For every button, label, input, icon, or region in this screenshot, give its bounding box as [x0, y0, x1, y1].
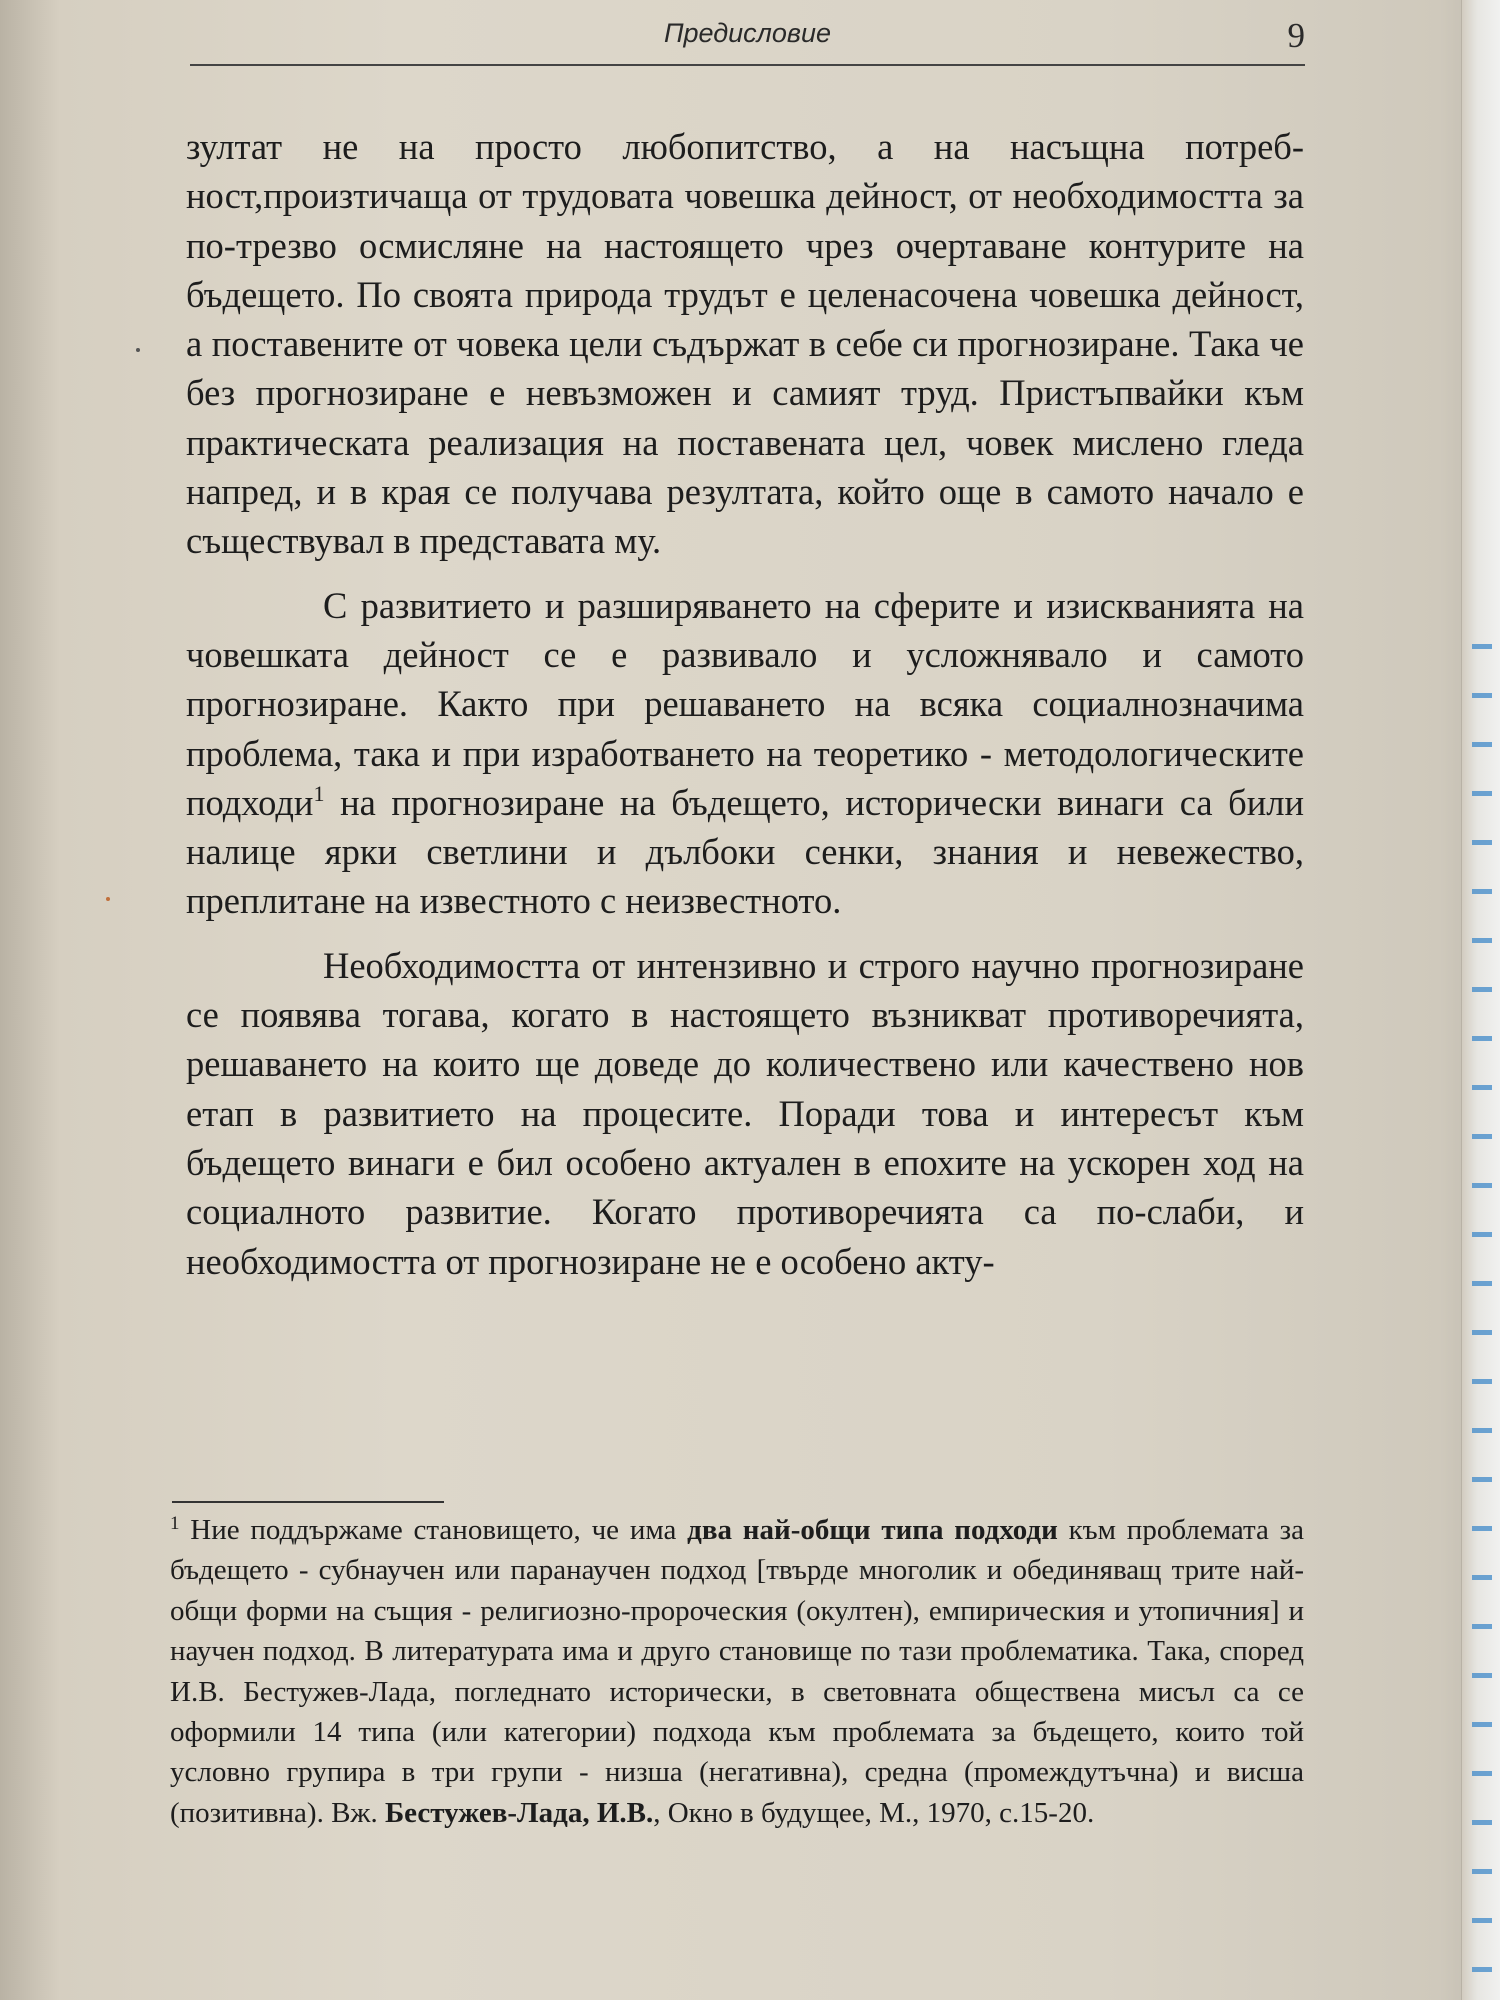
- footnote-number: 1: [170, 1513, 180, 1534]
- page-number: 9: [1287, 16, 1305, 55]
- paragraph-2-before-note: С развитието и разширяването на сферите и изискванията на човешката дейност се е развивало и усложнявало и самото прогнозиране. Както при решаването на всяка социалнозначима проблема, така и при изработването на теоретико - методологическите подходи: [186, 584, 1304, 823]
- footnote-reference: 1: [313, 780, 325, 806]
- paragraph-1: зултат не на просто любопитство, а на насъщна потребност,произтичаща от трудовата човешка дейност, от необходимостта за по-трезво осмисляне на настоящето чрез очертаване контурите на бъдещето. По своята природа трудът е целенасочена човешка дейност, а поставените от човека цели съдържат в себе си прогнозиране. Така че без прогнозиране е невъзможен и самият труд. Пристъпвайки към практическата реализация на поставената цел, човек мислено гледа напред, и в края се получава резултата, който още в самото начало е съществувал в представата му.: [186, 126, 1304, 562]
- running-title: Предисловие: [663, 18, 832, 48]
- main-text: [186, 122, 1304, 1286]
- footnote-bold-phrase: два най-общи типа подходи: [687, 1514, 1058, 1546]
- footnote: [170, 1510, 1304, 1833]
- margin-speck: [136, 348, 140, 352]
- paragraph-3: Необходимостта от интензивно и строго научно прогнозиране се появява тогава, когато в настоящето възникват противоречията, решаването на които ще доведе до количествено или качествено нов етап в развитието на процесите. Поради това и интересът към бъдещето винаги е бил особено актуален в епохите на ускорен ход на социалното развитие. Когато противоречията са по-слаби, и необходимостта от прогнозиране не е особено акту-: [186, 944, 1304, 1282]
- footnote-divider: [172, 1501, 444, 1503]
- running-header: [190, 8, 1305, 66]
- paragraph-2-after-note: на прогнозиране на бъдещето, исторически винаги са били налице ярки светлини и дълбоки сенки, знания и невежество, преплитане на известното с неизвестното.: [186, 781, 1304, 922]
- footnote-text-start: Ние поддържаме становището, че има: [179, 1514, 688, 1546]
- paragraph-2: [186, 581, 1304, 926]
- blue-ruled-lines: [1472, 600, 1492, 2000]
- footnote-author: Бестужев-Лада, И.В.: [384, 1796, 654, 1829]
- margin-speck: [106, 897, 110, 901]
- next-page-edge: [1461, 0, 1500, 2000]
- footnote-text-middle: към проблемата за бъдещето - субнаучен или паранаучен подход [твърде многолик и обединяващ трите най-общи форми на същия - религиозно-пророческия (окултен), емпирическия и утопичния] и научен подход. В литературата има и друго становище по тази проблематика. Така, според И.В. Бестужев-Лада, погледнато исторически, в световната обществена мисъл са се оформили 14 типа (или категории) подхода към проблемата за бъдещето, които той условно групира в три групи - низша (негативна), средна (промеждутъчна) и висша (позитивна). Вж.: [170, 1514, 1304, 1829]
- footnote-citation: , Окно в будущее, М., 1970, с.15-20.: [653, 1796, 1095, 1829]
